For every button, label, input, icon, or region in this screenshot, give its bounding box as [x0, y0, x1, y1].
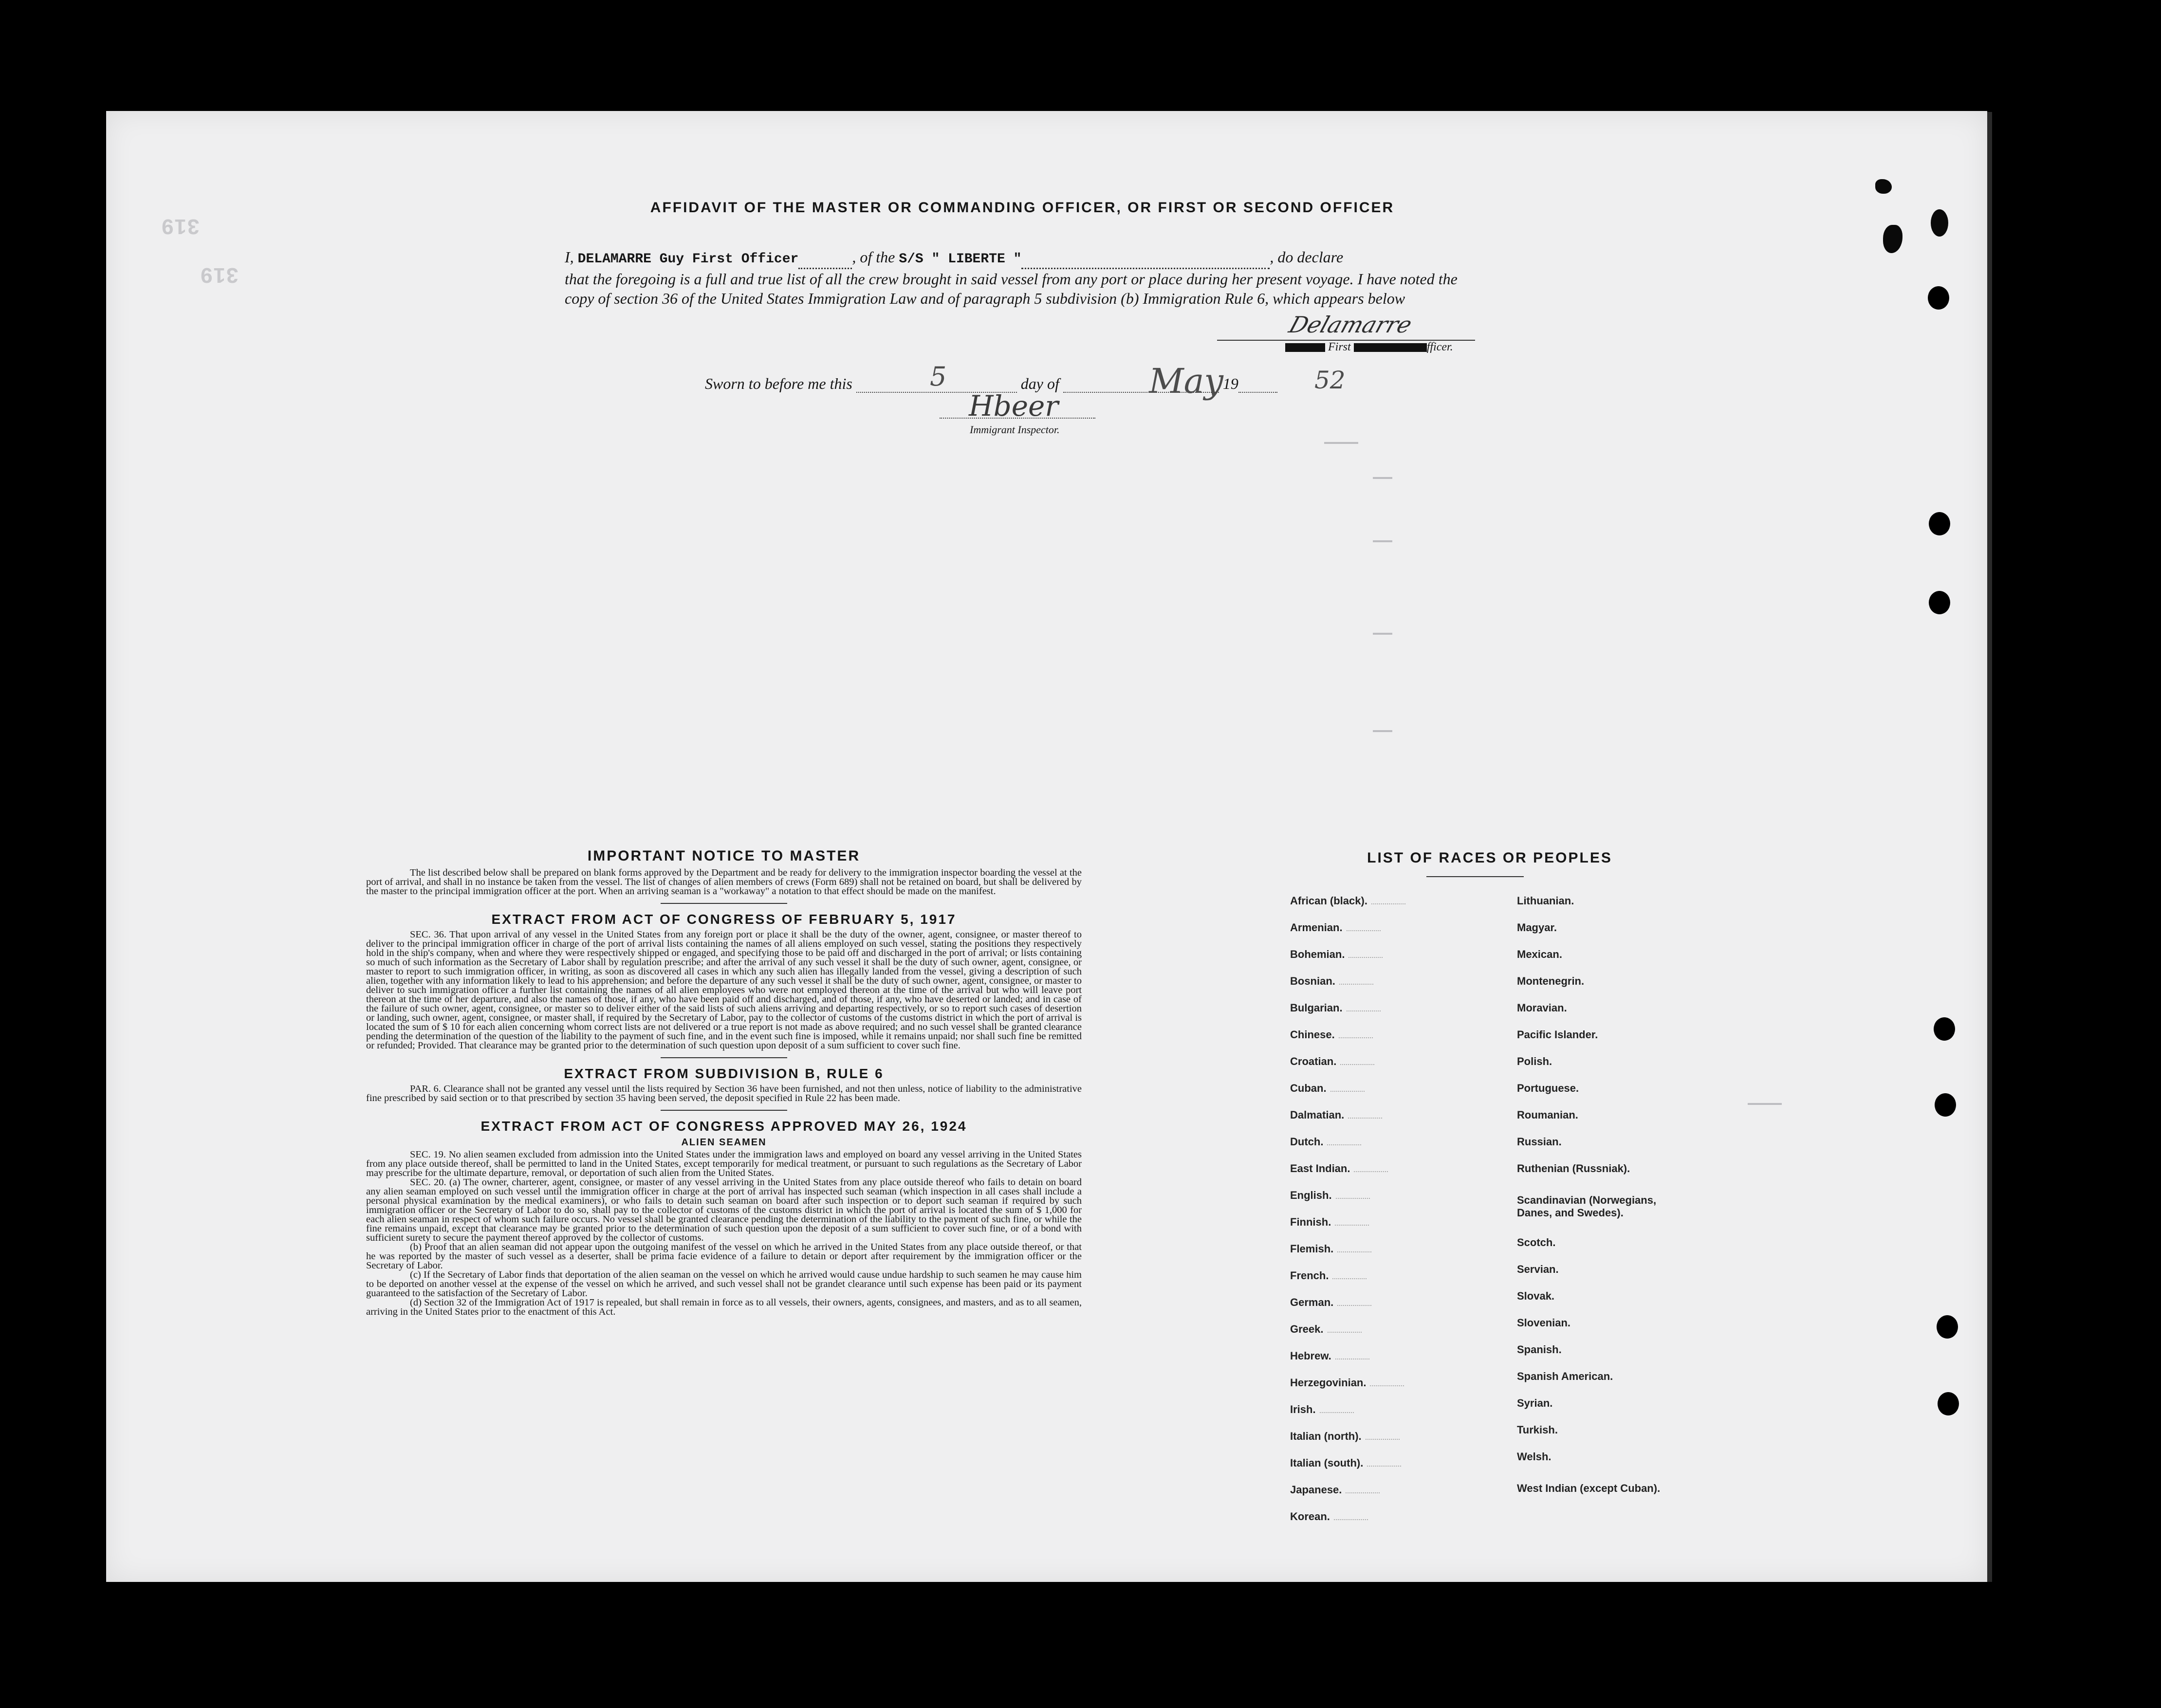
race-item: Cuban. — [1290, 1082, 1417, 1095]
race-item: Portuguese. — [1517, 1082, 1579, 1094]
sworn-prefix: Sworn to before me this — [705, 375, 852, 392]
officer-name: DELAMARRE Guy First Officer — [577, 252, 799, 267]
handwritten-day: 5 — [930, 361, 947, 392]
year-blank — [1238, 380, 1277, 393]
race-item: Italian (south). — [1290, 1457, 1417, 1469]
extract-1917-text: SEC. 36. That upon arrival of any vessel in the United States from any foreign port or place it shall be the duty of the owner, agent, consignee, or master thereof to deliver to the principal immigration officer in charge of the port of arrival lists containing the names of all aliens employed on such vessel, stating the positions they respectively hold in the ship's company, when and where they were respectively shipped or engaged, and specifying those to be paid off and discharged in the port of arrival; or lists containing so much of such information as the Secretary of Labor shall by regulation prescribe; and after the arrival of any such vessel it shall be the duty of such owner, agent, consignee, or master to report to such immigration officer, in writing, as soon as discovered all cases in which any such alien has illegally landed from the vessel, giving a description of such alien, together with any information likely to lead to his apprehension; and before the departure of any such vessel it shall be the duty of such owner, agent, consignee, or master to deliver to such immigration officer a further list containing the names of all alien employees who were not employed thereon at the time of the arrival but who will leave port thereon at the time of her departure, and also the names of those, if any, who have been paid off and discharged, and of those, if any, who have deserted or landed; and in case of the failure of such owner, agent, consignee, or master so to deliver either of the said lists of such aliens arriving and departing respectively, or so to report such cases of desertion or landing, such owner, agent, consignee, or master shall, if required by the Secretary of Labor, pay to the collector of customs of the customs district in which the port of arrival is located the sum of $ 10 for each alien concerning whom correct lists are not delivered or a true report is not made as above required; and no such vessel shall be granted clearance pending the determination of the question of the liability to the payment of such fine, and in the event such fine is imposed, while it remains unpaid; nor shall such fine be remitted or refunded; Provided. That clearance may be granted prior to the determination of such question upon deposit of a sum sufficient to cover such fine. — [366, 929, 1082, 1051]
show-through-page-number: 319 — [161, 215, 200, 239]
notice-title: IMPORTANT NOTICE TO MASTER — [587, 848, 861, 864]
race-item: Finnish. — [1290, 1216, 1417, 1229]
race-item: African (black). — [1290, 895, 1417, 907]
notice-text: The list described below shall be prepared on blank forms approved by the Department and be ready for delivery to the immigration inspector boarding the vessel at the port of arrival, and shall in no instance be taken from the vessel. The list of changes of alien members of crews (Form 689) shall not be retained on board, but shall be delivered by the master to the principal immigration officer at the port. When an arriving seaman is a "workaway" a notation to that effect should be made on the manifest. — [366, 867, 1082, 897]
handwritten-month: May — [1149, 361, 1223, 401]
race-item: Spanish. — [1517, 1343, 1562, 1356]
extract-1924-paragraph: (b) Proof that an alien seaman did not appear upon the outgoing manifest of the vessel on which he arrived in the United States from any place outside thereof, or that he was reported by the master of such vessel as a deserter, shall be prima facie evidence of a failure to detain or deport after requirement by the immigration officer or the Secretary of Labor. — [366, 1242, 1082, 1271]
affidavit-title: AFFIDAVIT OF THE MASTER OR COMMANDING OFFICER, OR FIRST OR SECOND OFFICER — [650, 200, 1395, 216]
race-item: Croatian. — [1290, 1055, 1417, 1068]
punch-hole — [1937, 1315, 1958, 1339]
punch-hole — [1935, 1093, 1956, 1117]
show-through-mark — [1373, 540, 1392, 542]
race-item: Armenian. — [1290, 921, 1417, 934]
ink-blot — [1875, 179, 1892, 194]
inspector-line — [940, 418, 1095, 419]
race-item: Herzegovinian. — [1290, 1377, 1417, 1389]
punch-hole — [1929, 512, 1950, 535]
race-item: Syrian. — [1517, 1397, 1553, 1409]
inspector-label: Immigrant Inspector. — [970, 423, 1060, 436]
race-item: Bohemian. — [1290, 948, 1417, 961]
day-of-label: day of — [1020, 375, 1059, 392]
affidavit-declaration — [565, 247, 1475, 308]
race-item: Moravian. — [1517, 1002, 1567, 1014]
signature-title — [1285, 341, 1453, 354]
race-item: Italian (north). — [1290, 1430, 1417, 1443]
punch-hole — [1938, 1392, 1959, 1415]
show-through-mark — [1373, 730, 1392, 732]
extract-rule6-text: PAR. 6. Clearance shall not be granted any vessel until the lists required by Section 36 have been furnished, and not then unless, notice of liability to the administrative fine prescribed by said section or to that prescribed by section 35 having been served, the deposit specified in Rule 22 has been made. — [366, 1084, 1082, 1103]
struck-text — [1285, 343, 1325, 352]
punch-hole — [1928, 286, 1949, 310]
struck-text — [1354, 343, 1427, 352]
divider — [661, 1057, 787, 1058]
signature-title-officer: fficer. — [1426, 341, 1453, 353]
declaration-text: that the foregoing is a full and true list of all the crew brought in said vessel from any port or place during her present voyage. I have noted the copy of section 36 of the United States Immigration Law and of paragraph 5 subdivision (b) Immigration Rule 6, which appears below — [565, 270, 1458, 307]
legal-notices — [366, 848, 1082, 1317]
adjacent-page-edge — [1987, 112, 1992, 1582]
race-item: West Indian (except Cuban). — [1517, 1482, 1661, 1494]
extract-1924-paragraph: SEC. 20. (a) The owner, charterer, agent, consignee, or master of any vessel arriving in the United States from any place outside thereof who fails to detain on board any alien seaman employed on such vessel until the immigration officer in charge at the port of arrival has inspected such seaman (which inspection in all cases shall include a personal physical examination by the medical examiners), or who fails to detain such seaman on board after such inspection or to deport such seaman if required by such immigration officer or the Secretary of Labor to do so, shall pay to the collector of customs of the customs district in which the port of arrival is located the sum of $ 1,000 for each alien seaman in respect of whom such failure occurs. No vessel shall be granted clearance pending the determination of the liability to the payment of such fine, or while the fine remains unpaid, except that clearance may be granted prior to the determination of such question upon the deposit of a sum sufficient to cover such fine, or of a bond with sufficient surety to secure the payment thereof approved by the collector of customs. — [366, 1177, 1082, 1243]
race-item: Russian. — [1517, 1136, 1562, 1148]
race-item: Lithuanian. — [1517, 895, 1574, 907]
of-the-label: , of the — [852, 248, 895, 266]
inspector-signature-image: Hbeer — [969, 389, 1059, 422]
show-through-mark — [1373, 633, 1392, 635]
race-item: Chinese. — [1290, 1028, 1417, 1041]
race-item: Pacific Islander. — [1517, 1028, 1598, 1041]
race-item: Turkish. — [1517, 1424, 1558, 1436]
show-through-mark — [1373, 477, 1392, 479]
form-sheet — [106, 111, 1987, 1582]
show-through-mark — [1324, 442, 1358, 444]
race-item: Spanish American. — [1517, 1370, 1613, 1382]
race-item: Irish. — [1290, 1403, 1417, 1416]
race-item: Servian. — [1517, 1263, 1559, 1275]
races-title: LIST OF RACES OR PEOPLES — [1367, 850, 1612, 866]
race-item: Japanese. — [1290, 1484, 1417, 1496]
race-item: Dutch. — [1290, 1136, 1417, 1148]
race-item: Greek. — [1290, 1323, 1417, 1336]
race-item: English. — [1290, 1189, 1417, 1202]
extract-1924-paragraph: (c) If the Secretary of Labor finds that deportation of the alien seaman on the vessel on which he arrived would cause undue hardship to such seamen he may cause him to be deported on another vessel at the expense of the vessel on which he arrived, and such vessel shall not be grandet clearance until such expense has been paid or its payment guaranteed to the satisfaction of the Secretary of Labor. — [366, 1269, 1082, 1299]
vessel-name: S/S " LIBERTE " — [899, 252, 1022, 267]
show-through-mark — [1748, 1103, 1782, 1105]
extract-1924-subtitle: ALIEN SEAMEN — [681, 1137, 767, 1148]
punch-hole — [1934, 1017, 1955, 1041]
ink-blot — [1931, 209, 1948, 237]
extract-1924-paragraph: SEC. 19. No alien seamen excluded from admission into the United States under the immigration laws and employed on board any vessel arriving in the United States from any place outside thereof, shall be permitted to land in the United States, except temporarily for medical treatment, or pursuant to such regulations as the Secretary of Labor may prescribe for the ultimate departure, removal, or deportation of such alien from the United States. — [366, 1149, 1082, 1178]
show-through-page-number: 319 — [200, 263, 239, 287]
divider — [661, 1110, 787, 1111]
race-item: Montenegrin. — [1517, 975, 1585, 987]
race-item: Polish. — [1517, 1055, 1552, 1067]
race-item: Slovenian. — [1517, 1317, 1571, 1329]
race-item: Korean. — [1290, 1510, 1417, 1523]
extract-1924-paragraph: (d) Section 32 of the Immigration Act of 1917 is repealed, but shall remain in force as to all vessels, their owners, agents, consignees, and masters, and as to all seamen, arriving in the United States prior to the enactment of this Act. — [366, 1297, 1082, 1317]
extract-rule6-title: EXTRACT FROM SUBDIVISION B, RULE 6 — [564, 1066, 884, 1081]
race-item: Hebrew. — [1290, 1350, 1417, 1362]
divider — [1426, 876, 1524, 877]
race-item: Slovak. — [1517, 1290, 1555, 1302]
dotted-fill — [798, 255, 852, 269]
extract-1917-title: EXTRACT FROM ACT OF CONGRESS OF FEBRUARY 5, 1917 — [491, 912, 957, 927]
race-item: Mexican. — [1517, 948, 1562, 960]
race-item: Scandinavian (Norwegians, Danes, and Swedes). — [1517, 1194, 1657, 1219]
race-item: Dalmatian. — [1290, 1109, 1417, 1121]
race-item: Scotch. — [1517, 1236, 1556, 1249]
race-item: East Indian. — [1290, 1162, 1417, 1175]
race-item: French. — [1290, 1269, 1417, 1282]
do-declare-label: , do declare — [1270, 248, 1344, 266]
race-item: Roumanian. — [1517, 1109, 1578, 1121]
signature-title-first: First — [1328, 341, 1351, 353]
race-item: Bulgarian. — [1290, 1002, 1417, 1014]
year-prefix: 19 — [1222, 375, 1238, 392]
divider — [661, 903, 787, 904]
punch-hole — [1929, 591, 1950, 614]
extract-1924-title: EXTRACT FROM ACT OF CONGRESS APPROVED MAY 26, 1924 — [480, 1119, 967, 1134]
race-item: Welsh. — [1517, 1451, 1551, 1463]
affidavit-i-label: I, — [565, 248, 574, 266]
race-item: Ruthenian (Russniak). — [1517, 1162, 1630, 1175]
dotted-fill — [1021, 255, 1270, 269]
officer-signature-image: Delamarre — [1286, 312, 1416, 338]
handwritten-year: 52 — [1314, 366, 1346, 394]
race-item: Flemish. — [1290, 1243, 1417, 1255]
race-item: Bosnian. — [1290, 975, 1417, 988]
race-item: German. — [1290, 1296, 1417, 1309]
race-item: Magyar. — [1517, 921, 1557, 934]
